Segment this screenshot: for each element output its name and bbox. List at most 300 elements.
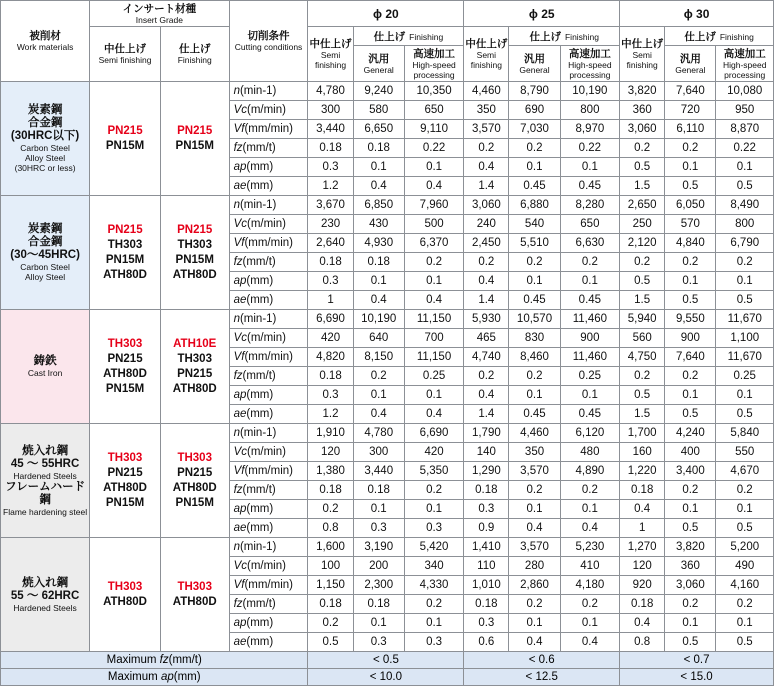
value-cell: 1 xyxy=(620,519,665,538)
value-cell: 0.2 xyxy=(404,595,463,614)
value-cell: 6,630 xyxy=(560,234,619,253)
param-label xyxy=(229,310,308,329)
param-symbol: ae xyxy=(233,408,247,420)
param-label xyxy=(229,82,308,101)
param-unit: (mm/t) xyxy=(242,256,276,268)
value-cell: 0.3 xyxy=(308,158,353,177)
material-name-jp: 鋳鉄 xyxy=(33,355,57,367)
general-header xyxy=(665,46,716,82)
value-cell: 0.4 xyxy=(404,405,463,424)
conditions-header-en: Cutting conditions xyxy=(234,42,303,52)
semi-grade-cell xyxy=(90,538,161,652)
param-unit: (min-1) xyxy=(239,313,277,325)
value-cell: 0.2 xyxy=(620,253,665,272)
material-name-jp: 焼入れ鋼 xyxy=(22,576,69,589)
value-cell: 6,690 xyxy=(308,310,353,329)
param-unit: (min-1) xyxy=(239,541,277,553)
grade-semi-header xyxy=(90,27,161,82)
param-label xyxy=(229,367,308,386)
param-symbol: fz xyxy=(233,598,243,610)
value-cell: 0.2 xyxy=(716,253,774,272)
value-cell: 0.1 xyxy=(404,614,463,633)
value-cell: 5,930 xyxy=(464,310,509,329)
value-cell: 0.5 xyxy=(308,633,353,652)
insert-grade: TH303 xyxy=(107,580,143,593)
value-cell: 420 xyxy=(404,443,463,462)
value-cell: 0.3 xyxy=(464,500,509,519)
param-label xyxy=(229,120,308,139)
param-unit: (mm) xyxy=(246,389,274,401)
value-cell: 7,030 xyxy=(509,120,560,139)
material-name-jp: 55 ～ 62HRC xyxy=(10,589,80,602)
value-cell: 0.2 xyxy=(716,481,774,500)
value-cell: 0.1 xyxy=(404,500,463,519)
param-unit: (mm/min) xyxy=(244,579,293,591)
value-cell: 4,460 xyxy=(464,82,509,101)
value-cell: 0.22 xyxy=(404,139,463,158)
value-cell: 11,150 xyxy=(404,310,463,329)
footer-label xyxy=(1,652,308,669)
table-row xyxy=(1,310,774,329)
value-cell: 1.2 xyxy=(308,405,353,424)
insert-grade: ATH80D xyxy=(103,268,147,281)
value-cell: 0.1 xyxy=(509,614,560,633)
value-cell: 0.4 xyxy=(509,519,560,538)
value-cell: 8,280 xyxy=(560,196,619,215)
param-symbol: ae xyxy=(233,636,247,648)
value-cell: 410 xyxy=(560,557,619,576)
value-cell: 0.9 xyxy=(464,519,509,538)
grade-fin-header xyxy=(160,27,229,82)
insert-grade: ATH80D xyxy=(172,481,217,494)
value-cell: 4,750 xyxy=(620,348,665,367)
value-cell: 0.1 xyxy=(353,500,404,519)
general-header xyxy=(509,46,560,82)
param-unit: (mm) xyxy=(246,294,274,306)
value-cell: 5,350 xyxy=(404,462,463,481)
value-cell: 0.22 xyxy=(560,139,619,158)
value-cell: 920 xyxy=(620,576,665,595)
value-cell: 8,460 xyxy=(509,348,560,367)
value-cell: 120 xyxy=(620,557,665,576)
value-cell: 5,510 xyxy=(509,234,560,253)
material-name-en: Carbon Steel xyxy=(20,262,70,272)
value-cell: 0.2 xyxy=(509,139,560,158)
param-label xyxy=(229,196,308,215)
value-cell: 0.45 xyxy=(560,291,619,310)
material-name-en: Cast Iron xyxy=(27,368,63,378)
value-cell: 700 xyxy=(404,329,463,348)
footer-value: < 15.0 xyxy=(620,669,774,686)
insert-grade: ATH80D xyxy=(103,367,147,380)
material-name-jp: 45 ～ 55HRC xyxy=(10,457,80,470)
value-cell: 1,100 xyxy=(716,329,774,348)
material-name-jp: (30HRC以下) xyxy=(10,130,80,142)
value-cell: 0.25 xyxy=(560,367,619,386)
material-header-jp: 被削材 xyxy=(29,30,61,42)
value-cell: 0.4 xyxy=(464,158,509,177)
param-symbol: Vc xyxy=(233,446,247,458)
value-cell: 2,650 xyxy=(620,196,665,215)
value-cell: 110 xyxy=(464,557,509,576)
value-cell: 2,640 xyxy=(308,234,353,253)
value-cell: 160 xyxy=(620,443,665,462)
general-label-jp: 汎用 xyxy=(679,52,701,65)
general-label-jp: 汎用 xyxy=(524,52,546,65)
semi-grade-cell xyxy=(90,310,161,424)
value-cell: 0.5 xyxy=(620,386,665,405)
value-cell: 3,570 xyxy=(464,120,509,139)
insert-grade: ATH80D xyxy=(103,481,147,494)
work-material-cell xyxy=(1,310,90,424)
footer-value: < 0.6 xyxy=(464,652,620,669)
value-cell: 7,640 xyxy=(665,82,716,101)
footer-value: < 0.5 xyxy=(308,652,464,669)
finishing-group-en: Finishing xyxy=(564,32,600,42)
fin-grade-cell xyxy=(160,310,229,424)
value-cell: 0.5 xyxy=(716,405,774,424)
value-cell: 250 xyxy=(620,215,665,234)
value-cell: 720 xyxy=(665,101,716,120)
value-cell: 10,190 xyxy=(560,82,619,101)
value-cell: 6,880 xyxy=(509,196,560,215)
material-name-en: Hardened Steels xyxy=(13,470,77,481)
fin-grade-cell xyxy=(160,196,229,310)
value-cell: 9,240 xyxy=(353,82,404,101)
param-symbol: Vf xyxy=(233,351,245,363)
param-unit: (mm/min) xyxy=(244,237,293,249)
value-cell: 4,890 xyxy=(560,462,619,481)
value-cell: 0.45 xyxy=(560,177,619,196)
param-unit: (mm) xyxy=(246,161,274,173)
value-cell: 4,460 xyxy=(509,424,560,443)
value-cell: 560 xyxy=(620,329,665,348)
value-cell: 0.18 xyxy=(353,481,404,500)
value-cell: 800 xyxy=(716,215,774,234)
footer-value: < 12.5 xyxy=(464,669,620,686)
value-cell: 10,080 xyxy=(716,82,774,101)
value-cell: 0.45 xyxy=(509,291,560,310)
value-cell: 0.2 xyxy=(509,253,560,272)
semi-finishing-header xyxy=(308,27,353,82)
value-cell: 340 xyxy=(404,557,463,576)
value-cell: 0.2 xyxy=(509,367,560,386)
value-cell: 0.2 xyxy=(620,367,665,386)
param-unit: (mm) xyxy=(246,636,274,648)
param-label xyxy=(229,519,308,538)
value-cell: 1.5 xyxy=(620,405,665,424)
value-cell: 3,060 xyxy=(665,576,716,595)
value-cell: 10,190 xyxy=(353,310,404,329)
value-cell: 0.2 xyxy=(665,367,716,386)
value-cell: 1,700 xyxy=(620,424,665,443)
general-label-en: General xyxy=(675,64,706,75)
value-cell: 8,150 xyxy=(353,348,404,367)
value-cell: 3,440 xyxy=(353,462,404,481)
value-cell: 3,400 xyxy=(665,462,716,481)
param-unit: (min-1) xyxy=(239,427,277,439)
value-cell: 0.4 xyxy=(620,614,665,633)
value-cell: 5,420 xyxy=(404,538,463,557)
footer-value: < 0.7 xyxy=(620,652,774,669)
param-symbol: ap xyxy=(233,617,247,629)
insert-grade: PN15M xyxy=(105,496,145,509)
high-speed-header xyxy=(560,46,619,82)
material-name-jp: 炭素鋼 xyxy=(27,104,63,116)
value-cell: 1,410 xyxy=(464,538,509,557)
value-cell: 0.5 xyxy=(665,405,716,424)
semi-label-jp: 中仕上げ xyxy=(621,38,664,50)
param-label xyxy=(229,272,308,291)
semi-grade-cell xyxy=(90,196,161,310)
value-cell: 0.2 xyxy=(716,595,774,614)
value-cell: 6,120 xyxy=(560,424,619,443)
param-unit: (mm/t) xyxy=(242,598,276,610)
value-cell: 5,230 xyxy=(560,538,619,557)
value-cell: 465 xyxy=(464,329,509,348)
finishing-group-header xyxy=(353,27,464,46)
value-cell: 2,120 xyxy=(620,234,665,253)
value-cell: 9,550 xyxy=(665,310,716,329)
value-cell: 0.2 xyxy=(560,253,619,272)
param-label xyxy=(229,386,308,405)
value-cell: 0.4 xyxy=(464,272,509,291)
value-cell: 0.4 xyxy=(404,177,463,196)
material-name-en: Alloy Steel xyxy=(25,272,66,282)
finishing-group-jp: 仕上げ xyxy=(684,31,716,43)
semi-header-jp: 中仕上げ xyxy=(104,43,147,55)
value-cell: 1 xyxy=(308,291,353,310)
value-cell: 0.45 xyxy=(560,405,619,424)
value-cell: 650 xyxy=(560,215,619,234)
param-unit: (mm/min) xyxy=(244,123,293,135)
general-label-en: General xyxy=(519,64,550,75)
param-unit: (mm/min) xyxy=(244,465,293,477)
material-name-en: Flame hardening steel xyxy=(3,506,88,517)
insert-grade: PN215 xyxy=(107,124,143,137)
value-cell: 0.1 xyxy=(404,158,463,177)
value-cell: 0.2 xyxy=(665,253,716,272)
value-cell: 300 xyxy=(353,443,404,462)
param-unit: (min-1) xyxy=(239,85,277,97)
value-cell: 0.3 xyxy=(353,519,404,538)
value-cell: 0.2 xyxy=(404,481,463,500)
value-cell: 0.1 xyxy=(404,386,463,405)
material-name-jp: 合金鋼 xyxy=(27,117,63,129)
value-cell: 0.2 xyxy=(509,595,560,614)
high-speed-label-en: High-speed processing xyxy=(412,59,456,80)
param-unit: (mm) xyxy=(246,617,274,629)
value-cell: 0.1 xyxy=(716,614,774,633)
value-cell: 0.45 xyxy=(509,177,560,196)
value-cell: 0.8 xyxy=(620,633,665,652)
param-label xyxy=(229,215,308,234)
param-label xyxy=(229,405,308,424)
param-symbol: fz xyxy=(233,484,243,496)
high-speed-label-en: High-speed processing xyxy=(568,59,612,80)
param-symbol: fz xyxy=(233,370,243,382)
insert-grade: PN215 xyxy=(177,367,213,380)
value-cell: 4,930 xyxy=(353,234,404,253)
value-cell: 0.2 xyxy=(308,500,353,519)
param-symbol: ap xyxy=(233,275,247,287)
value-cell: 7,640 xyxy=(665,348,716,367)
table-row xyxy=(1,196,774,215)
value-cell: 6,370 xyxy=(404,234,463,253)
insert-grade: TH303 xyxy=(177,352,212,365)
diameter-label: ϕ 20 xyxy=(373,6,399,21)
param-symbol: ap xyxy=(233,503,247,515)
value-cell: 6,050 xyxy=(665,196,716,215)
table-row xyxy=(1,424,774,443)
value-cell: 0.2 xyxy=(509,481,560,500)
work-material-cell xyxy=(1,424,90,538)
value-cell: 1,010 xyxy=(464,576,509,595)
value-cell: 3,670 xyxy=(308,196,353,215)
value-cell: 6,790 xyxy=(716,234,774,253)
table-row xyxy=(1,82,774,101)
value-cell: 280 xyxy=(509,557,560,576)
semi-label-en: Semi finishing xyxy=(314,50,347,70)
value-cell: 830 xyxy=(509,329,560,348)
semi-grade-cell xyxy=(90,424,161,538)
insert-grade: ATH80D xyxy=(172,595,217,608)
work-material-cell xyxy=(1,538,90,652)
finishing-group-label xyxy=(665,27,773,45)
param-symbol: Vf xyxy=(233,465,245,477)
param-symbol: ap xyxy=(233,161,247,173)
param-symbol: Vf xyxy=(233,123,245,135)
footer-label-pre: Maximum xyxy=(106,654,160,666)
value-cell: 580 xyxy=(353,101,404,120)
insert-grade: PN15M xyxy=(175,139,214,152)
param-symbol: n xyxy=(233,313,240,325)
value-cell: 420 xyxy=(308,329,353,348)
semi-label-en: Semi finishing xyxy=(470,50,502,70)
value-cell: 5,940 xyxy=(620,310,665,329)
value-cell: 540 xyxy=(509,215,560,234)
insert-grade: ATH80D xyxy=(103,595,147,608)
footer-param: ap xyxy=(160,671,174,683)
value-cell: 8,970 xyxy=(560,120,619,139)
insert-grade-header xyxy=(90,1,229,27)
insert-grade: ATH80D xyxy=(172,382,217,395)
value-cell: 0.2 xyxy=(464,367,509,386)
param-label xyxy=(229,139,308,158)
value-cell: 0.4 xyxy=(353,177,404,196)
semi-label-jp: 中仕上げ xyxy=(465,38,508,50)
param-symbol: ae xyxy=(233,522,247,534)
param-label xyxy=(229,158,308,177)
footer-row xyxy=(1,669,774,686)
value-cell: 0.6 xyxy=(464,633,509,652)
insert-grade: PN215 xyxy=(107,352,143,365)
value-cell: 490 xyxy=(716,557,774,576)
footer-param: fz xyxy=(159,654,169,666)
value-cell: 0.1 xyxy=(404,272,463,291)
value-cell: 0.18 xyxy=(308,139,353,158)
param-label xyxy=(229,557,308,576)
value-cell: 8,490 xyxy=(716,196,774,215)
insert-grade: TH303 xyxy=(177,451,212,464)
insert-grade: PN15M xyxy=(175,253,214,266)
value-cell: 3,440 xyxy=(308,120,353,139)
grade-header-en: Insert Grade xyxy=(135,14,183,25)
value-cell: 0.1 xyxy=(509,158,560,177)
value-cell: 0.4 xyxy=(509,633,560,652)
material-name-jp: (30～45HRC) xyxy=(10,249,80,261)
param-label xyxy=(229,443,308,462)
param-symbol: n xyxy=(233,199,240,211)
value-cell: 0.5 xyxy=(620,272,665,291)
value-cell: 0.2 xyxy=(560,595,619,614)
material-name-jp: 炭素鋼 xyxy=(27,223,63,235)
param-unit: (m/min) xyxy=(246,104,286,116)
value-cell: 0.1 xyxy=(509,500,560,519)
value-cell: 0.1 xyxy=(509,272,560,291)
general-label-en: General xyxy=(363,64,394,75)
param-unit: (m/min) xyxy=(246,446,286,458)
fin-header-en: Finishing xyxy=(177,55,212,65)
value-cell: 0.1 xyxy=(560,614,619,633)
value-cell: 0.4 xyxy=(404,291,463,310)
value-cell: 0.5 xyxy=(665,519,716,538)
value-cell: 0.1 xyxy=(665,500,716,519)
value-cell: 11,460 xyxy=(560,310,619,329)
value-cell: 0.25 xyxy=(404,367,463,386)
fin-grade-cell xyxy=(160,82,229,196)
diameter-header xyxy=(308,1,464,27)
material-name-en: (30HRC or less) xyxy=(14,163,76,173)
high-speed-label-en: High-speed processing xyxy=(722,59,767,80)
value-cell: 0.5 xyxy=(716,291,774,310)
value-cell: 230 xyxy=(308,215,353,234)
semi-finishing-header xyxy=(464,27,509,82)
value-cell: 4,330 xyxy=(404,576,463,595)
insert-grade: PN215 xyxy=(177,124,213,137)
value-cell: 11,150 xyxy=(404,348,463,367)
param-symbol: ae xyxy=(233,180,247,192)
value-cell: 0.1 xyxy=(665,386,716,405)
insert-grade: PN215 xyxy=(107,223,143,236)
param-symbol: ae xyxy=(233,294,247,306)
high-speed-header xyxy=(716,46,774,82)
semi-label-en: Semi finishing xyxy=(626,50,658,70)
value-cell: 0.2 xyxy=(560,481,619,500)
value-cell: 1.5 xyxy=(620,177,665,196)
work-material-cell xyxy=(1,196,90,310)
value-cell: 0.4 xyxy=(560,633,619,652)
value-cell: 0.1 xyxy=(509,386,560,405)
value-cell: 0.3 xyxy=(353,633,404,652)
insert-grade: PN15M xyxy=(105,139,145,152)
insert-grade: ATH10E xyxy=(173,337,217,350)
value-cell: 2,860 xyxy=(509,576,560,595)
param-label xyxy=(229,633,308,652)
value-cell: 3,820 xyxy=(620,82,665,101)
value-cell: 0.2 xyxy=(353,367,404,386)
param-label xyxy=(229,329,308,348)
value-cell: 0.18 xyxy=(308,367,353,386)
value-cell: 2,300 xyxy=(353,576,404,595)
diameter-header xyxy=(620,1,774,27)
value-cell: 0.3 xyxy=(404,633,463,652)
value-cell: 1,290 xyxy=(464,462,509,481)
value-cell: 11,460 xyxy=(560,348,619,367)
value-cell: 5,200 xyxy=(716,538,774,557)
value-cell: 0.18 xyxy=(620,481,665,500)
value-cell: 0.18 xyxy=(353,139,404,158)
